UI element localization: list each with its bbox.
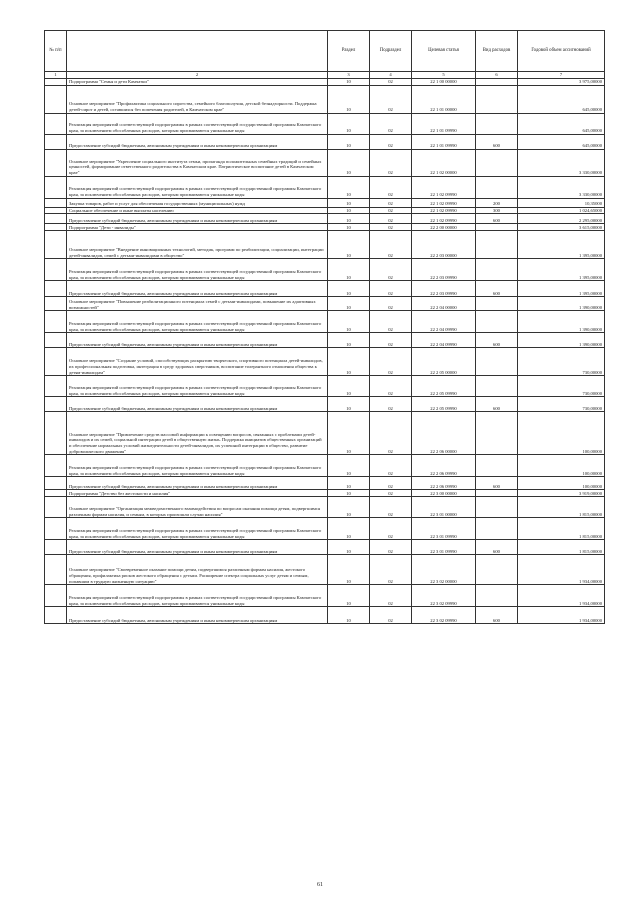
row-expense-type-cell [476,585,518,607]
row-podrazdel-cell: 02 [370,607,412,624]
row-razdel-cell: 10 [328,149,370,176]
row-name-cell: Предоставление субсидий бюджетным, автономным учреждениям и иным некоммерческим организациям [67,397,328,412]
row-amount-cell: 1 815,00000 [518,497,605,518]
header-expense-type: Вид расходов [476,31,518,72]
row-target-article-cell: 22 2 06 00000 [412,412,476,455]
row-name-cell: Основное мероприятие "Своевременное оказание помощи детям, подвергшимся различным формам насилия, жестокого обращения, профилактика рисков жестокого обращения с детьми. Расширение спектра социальных услуг детям и семьям, попавшим в трудную жизненную ситуацию" [67,555,328,585]
row-name-cell: Реализация мероприятий соответствующей подпрограммы в рамках соответствующей государственной программы Камчатского края, за исключением обособленных расходов, которым присваиваются уникальные коды [67,518,328,540]
row-razdel-cell: 10 [328,224,370,231]
row-expense-type-cell [476,176,518,198]
row-razdel-cell: 10 [328,231,370,259]
row-target-article-cell: 22 1 02 00000 [412,149,476,176]
header-num: № п/п [45,31,67,72]
row-name-cell: Предоставление субсидий бюджетным, автономным учреждениям и иным некоммерческим организациям [67,333,328,348]
row-razdel-cell: 10 [328,259,370,281]
row-target-article-cell: 22 1 02 09990 [412,214,476,224]
row-podrazdel-cell: 02 [370,477,412,490]
row-podrazdel-cell: 02 [370,134,412,149]
row-expense-type-cell [476,555,518,585]
row-podrazdel-cell: 02 [370,281,412,297]
row-name-cell: Реализация мероприятий соответствующей подпрограммы в рамках соответствующей государственной программы Камчатского края, за исключением обособленных расходов, которым присваиваются уникальные коды [67,311,328,333]
row-expense-type-cell [476,78,518,85]
table-row [45,224,605,231]
row-name-cell: Основное мероприятие "Повышение реабилитационного потенциала семей с детьми-инвалидами, повышение их адаптивных возможностей" [67,297,328,311]
column-index: 5 [412,72,476,79]
row-target-article-cell: 22 2 06 09990 [412,477,476,490]
row-podrazdel-cell: 02 [370,585,412,607]
row-name-cell: Реализация мероприятий соответствующей подпрограммы в рамках соответствующей государственной программы Камчатского края, за исключением обособленных расходов, которым присваиваются уникальные коды [67,585,328,607]
row-razdel-cell: 10 [328,585,370,607]
row-expense-type-cell [476,497,518,518]
row-podrazdel-cell: 02 [370,176,412,198]
table-row [45,85,605,113]
row-expense-type-cell: 600 [476,540,518,555]
row-number-cell [45,311,67,333]
row-amount-cell: 1 934,00000 [518,585,605,607]
table-row [45,607,605,624]
row-podrazdel-cell: 02 [370,540,412,555]
row-expense-type-cell [476,85,518,113]
row-amount-cell: 1 934,00000 [518,555,605,585]
row-amount-cell: 1 395,00000 [518,281,605,297]
row-number-cell [45,134,67,149]
row-target-article-cell: 22 2 00 00000 [412,224,476,231]
table-row [45,397,605,412]
row-expense-type-cell: 600 [476,477,518,490]
row-amount-cell: 730,00000 [518,376,605,397]
row-expense-type-cell: 600 [476,214,518,224]
row-expense-type-cell: 600 [476,281,518,297]
row-number-cell [45,198,67,207]
row-amount-cell: 2 295,00000 [518,214,605,224]
row-number-cell [45,497,67,518]
row-name-cell: Подпрограмма "Детство без жестокости и насилия" [67,490,328,497]
table-row [45,497,605,518]
row-razdel-cell: 10 [328,455,370,477]
table-row [45,490,605,497]
row-target-article-cell: 22 2 04 00000 [412,297,476,311]
row-target-article-cell: 22 2 05 09990 [412,397,476,412]
table-row [45,281,605,297]
row-name-cell: Основное мероприятие "Привлечение средств массовой информации к освещению вопросов, связанных с проблемами детей-инвалидов и их семей, социальной интеграции детей в общественную жизнь. Поддержка инициатив общественных организаций и обеспечение нормальных условий жизнедеятельности детей-инвалидов, их успешной интеграции в общество, развитие добровольческого движения" [67,412,328,455]
row-name-cell: Основное мероприятие "Создание условий, способствующих раскрытию творческого, спортивного потенциала детей-инвалидов, их профессиональная подготовка, интеграция в среду здоровых сверстников, воспитание толерантного отношения общества к детям-инвалидам" [67,348,328,376]
row-target-article-cell: 22 3 02 00000 [412,555,476,585]
row-name-cell: Реализация мероприятий соответствующей подпрограммы в рамках соответствующей государственной программы Камчатского края, за исключением обособленных расходов, которым присваиваются уникальные коды [67,176,328,198]
row-amount-cell: 1 390,00000 [518,311,605,333]
row-number-cell [45,207,67,214]
row-amount-cell: 645,00000 [518,113,605,134]
row-target-article-cell: 22 2 05 09990 [412,376,476,397]
row-number-cell [45,224,67,231]
row-razdel-cell: 10 [328,412,370,455]
row-podrazdel-cell: 02 [370,348,412,376]
row-target-article-cell: 22 3 02 09990 [412,585,476,607]
row-razdel-cell: 10 [328,85,370,113]
row-razdel-cell: 10 [328,214,370,224]
row-razdel-cell: 10 [328,207,370,214]
row-number-cell [45,176,67,198]
row-amount-cell: 1 395,00000 [518,259,605,281]
row-razdel-cell: 10 [328,113,370,134]
row-name-cell: Социальное обеспечение и иные выплаты населению [67,207,328,214]
table-row [45,149,605,176]
table-row [45,412,605,455]
row-target-article-cell: 22 1 02 09990 [412,176,476,198]
row-podrazdel-cell: 02 [370,207,412,214]
row-podrazdel-cell: 02 [370,113,412,134]
row-expense-type-cell [476,455,518,477]
table-row [45,297,605,311]
row-number-cell [45,477,67,490]
table-row [45,348,605,376]
row-expense-type-cell [476,348,518,376]
header-podrazdel: Подраздел [370,31,412,72]
row-amount-cell: 1 024,65000 [518,207,605,214]
table-row [45,518,605,540]
row-podrazdel-cell: 02 [370,518,412,540]
row-razdel-cell: 10 [328,518,370,540]
row-target-article-cell: 22 1 02 09990 [412,198,476,207]
row-amount-cell: 730,00000 [518,348,605,376]
row-razdel-cell: 10 [328,333,370,348]
row-number-cell [45,607,67,624]
header-target-article: Целевая статья [412,31,476,72]
row-podrazdel-cell: 02 [370,149,412,176]
row-number-cell [45,113,67,134]
table-row [45,585,605,607]
row-expense-type-cell [476,149,518,176]
row-target-article-cell: 22 1 02 09990 [412,207,476,214]
row-number-cell [45,518,67,540]
row-amount-cell: 100,00000 [518,455,605,477]
row-amount-cell: 100,00000 [518,477,605,490]
row-target-article-cell: 22 2 04 09990 [412,311,476,333]
row-amount-cell: 3 615,00000 [518,224,605,231]
row-podrazdel-cell: 02 [370,214,412,224]
row-razdel-cell: 10 [328,134,370,149]
row-razdel-cell: 10 [328,281,370,297]
row-name-cell: Подпрограмма "Семья и дети Камчатки" [67,78,328,85]
row-number-cell [45,397,67,412]
table-row [45,207,605,214]
row-number-cell [45,490,67,497]
row-podrazdel-cell: 02 [370,224,412,231]
table-row [45,134,605,149]
row-podrazdel-cell: 02 [370,297,412,311]
row-razdel-cell: 10 [328,540,370,555]
row-target-article-cell: 22 3 01 00000 [412,497,476,518]
row-razdel-cell: 10 [328,376,370,397]
table-row [45,198,605,207]
row-number-cell [45,333,67,348]
row-target-article-cell: 22 3 00 00000 [412,490,476,497]
table-row [45,555,605,585]
row-expense-type-cell [476,490,518,497]
row-name-cell: Предоставление субсидий бюджетным, автономным учреждениям и иным некоммерческим организациям [67,281,328,297]
table-row [45,455,605,477]
row-number-cell [45,85,67,113]
row-name-cell: Основное мероприятие "Организация межведомственного взаимодействия по вопросам оказания помощи детям, подвергшимся различным формам насилия, и семьям, в которых произошли случаи насилия" [67,497,328,518]
row-podrazdel-cell: 02 [370,455,412,477]
row-amount-cell: 1 934,00000 [518,607,605,624]
row-razdel-cell: 10 [328,297,370,311]
row-podrazdel-cell: 02 [370,231,412,259]
row-amount-cell: 645,00000 [518,134,605,149]
row-name-cell: Подпрограмма "Дети - инвалиды" [67,224,328,231]
row-number-cell [45,214,67,224]
row-podrazdel-cell: 02 [370,490,412,497]
table-row [45,176,605,198]
budget-table [44,30,605,624]
row-name-cell: Предоставление субсидий бюджетным, автономным учреждениям и иным некоммерческим организациям [67,607,328,624]
row-expense-type-cell [476,297,518,311]
column-index: 4 [370,72,412,79]
row-name-cell: Основное мероприятие "Профилактика социального сиротства, семейного благополучия, детской безнадзорности. Поддержка детей-сирот и детей, оставшихся без попечения родителей, в Камчатском крае" [67,85,328,113]
row-target-article-cell: 22 2 03 00000 [412,231,476,259]
row-expense-type-cell: 600 [476,397,518,412]
row-amount-cell: 3 330,00000 [518,149,605,176]
row-target-article-cell: 22 3 02 09990 [412,607,476,624]
column-index-row [45,72,605,79]
row-number-cell [45,149,67,176]
row-target-article-cell: 22 2 06 09990 [412,455,476,477]
row-razdel-cell: 10 [328,348,370,376]
row-name-cell: Реализация мероприятий соответствующей подпрограммы в рамках соответствующей государственной программы Камчатского края, за исключением обособленных расходов, которым присваиваются уникальные коды [67,376,328,397]
row-number-cell [45,412,67,455]
table-row [45,477,605,490]
page-number: 61 [317,882,323,888]
row-razdel-cell: 10 [328,198,370,207]
row-number-cell [45,259,67,281]
row-amount-cell: 1 395,00000 [518,231,605,259]
row-razdel-cell: 10 [328,497,370,518]
row-amount-cell: 3 975,00000 [518,78,605,85]
row-expense-type-cell [476,376,518,397]
row-expense-type-cell: 200 [476,198,518,207]
row-expense-type-cell: 600 [476,333,518,348]
row-expense-type-cell [476,311,518,333]
row-podrazdel-cell: 02 [370,555,412,585]
row-razdel-cell: 10 [328,311,370,333]
row-name-cell: Реализация мероприятий соответствующей подпрограммы в рамках соответствующей государственной программы Камчатского края, за исключением обособленных расходов, которым присваиваются уникальные коды [67,113,328,134]
row-name-cell: Закупка товаров, работ и услуг для обеспечения государственных (муниципальных) нужд [67,198,328,207]
column-index: 7 [518,72,605,79]
row-expense-type-cell: 600 [476,134,518,149]
row-number-cell [45,540,67,555]
row-amount-cell: 100,00000 [518,412,605,455]
table-body [45,78,605,624]
row-name-cell: Основное мероприятие "Укрепление социального института семьи, пропаганда положительных семейных традиций и семейных ценностей, формирование ответственного родительства в Камчатском крае. Патриотическое воспитание детей в Камчатском крае" [67,149,328,176]
column-index: 1 [45,72,67,79]
row-razdel-cell: 10 [328,397,370,412]
row-name-cell: Реализация мероприятий соответствующей подпрограммы в рамках соответствующей государственной программы Камчатского края, за исключением обособленных расходов, которым присваиваются уникальные коды [67,455,328,477]
row-expense-type-cell [476,518,518,540]
row-podrazdel-cell: 02 [370,198,412,207]
row-amount-cell: 3 330,00000 [518,176,605,198]
row-target-article-cell: 22 1 01 09990 [412,113,476,134]
table-row [45,333,605,348]
row-podrazdel-cell: 02 [370,376,412,397]
row-name-cell: Предоставление субсидий бюджетным, автономным учреждениям и иным некоммерческим организациям [67,477,328,490]
row-expense-type-cell: 300 [476,207,518,214]
row-target-article-cell: 22 1 00 00000 [412,78,476,85]
row-name-cell: Предоставление субсидий бюджетным, автономным учреждениям и иным некоммерческим организациям [67,540,328,555]
row-name-cell: Предоставление субсидий бюджетным, автономным учреждениям и иным некоммерческим организациям [67,214,328,224]
row-target-article-cell: 22 2 03 09990 [412,259,476,281]
row-target-article-cell: 22 3 01 09990 [412,518,476,540]
column-index: 6 [476,72,518,79]
row-number-cell [45,455,67,477]
header-row [45,31,605,72]
row-number-cell [45,297,67,311]
row-expense-type-cell [476,231,518,259]
row-razdel-cell: 10 [328,607,370,624]
row-expense-type-cell [476,412,518,455]
row-target-article-cell: 22 3 01 09990 [412,540,476,555]
row-podrazdel-cell: 02 [370,397,412,412]
row-podrazdel-cell: 02 [370,311,412,333]
row-number-cell [45,281,67,297]
row-podrazdel-cell: 02 [370,259,412,281]
row-number-cell [45,376,67,397]
row-target-article-cell: 22 2 04 09990 [412,333,476,348]
row-expense-type-cell: 600 [476,607,518,624]
row-razdel-cell: 10 [328,78,370,85]
row-podrazdel-cell: 02 [370,333,412,348]
row-number-cell [45,231,67,259]
table-row [45,113,605,134]
header-annual-amount: Годовой объем ассигнований [518,31,605,72]
row-amount-cell: 1 815,00000 [518,540,605,555]
row-amount-cell: 730,00000 [518,397,605,412]
row-amount-cell: 1 390,00000 [518,333,605,348]
row-number-cell [45,555,67,585]
row-podrazdel-cell: 02 [370,85,412,113]
row-amount-cell: 1 815,00000 [518,518,605,540]
table-row [45,259,605,281]
row-amount-cell: 10,35000 [518,198,605,207]
row-expense-type-cell [476,224,518,231]
table-row [45,231,605,259]
row-target-article-cell: 22 1 01 09990 [412,134,476,149]
row-razdel-cell: 10 [328,490,370,497]
row-podrazdel-cell: 02 [370,497,412,518]
row-amount-cell: 645,00000 [518,85,605,113]
row-expense-type-cell [476,259,518,281]
table-row [45,78,605,85]
row-podrazdel-cell: 02 [370,78,412,85]
row-name-cell: Реализация мероприятий соответствующей подпрограммы в рамках соответствующей государственной программы Камчатского края, за исключением обособленных расходов, которым присваиваются уникальные коды [67,259,328,281]
row-expense-type-cell [476,113,518,134]
table-row [45,376,605,397]
row-amount-cell: 3 919,00000 [518,490,605,497]
row-target-article-cell: 22 1 01 00000 [412,85,476,113]
header-name [67,31,328,72]
row-number-cell [45,78,67,85]
row-razdel-cell: 10 [328,477,370,490]
header-razdel: Раздел [328,31,370,72]
table-row [45,214,605,224]
row-target-article-cell: 22 2 03 09990 [412,281,476,297]
row-razdel-cell: 10 [328,176,370,198]
column-index: 3 [328,72,370,79]
row-number-cell [45,585,67,607]
row-name-cell: Основное мероприятие "Внедрение инновационных технологий, методик, программ по реабилитации, социализации, интеграции детей-инвалидов, семей с детьми-инвалидами в общество" [67,231,328,259]
column-index: 2 [67,72,328,79]
table-row [45,540,605,555]
row-target-article-cell: 22 2 05 00000 [412,348,476,376]
row-name-cell: Предоставление субсидий бюджетным, автономным учреждениям и иным некоммерческим организациям [67,134,328,149]
table-row [45,311,605,333]
row-amount-cell: 1 390,00000 [518,297,605,311]
row-number-cell [45,348,67,376]
row-podrazdel-cell: 02 [370,412,412,455]
row-razdel-cell: 10 [328,555,370,585]
